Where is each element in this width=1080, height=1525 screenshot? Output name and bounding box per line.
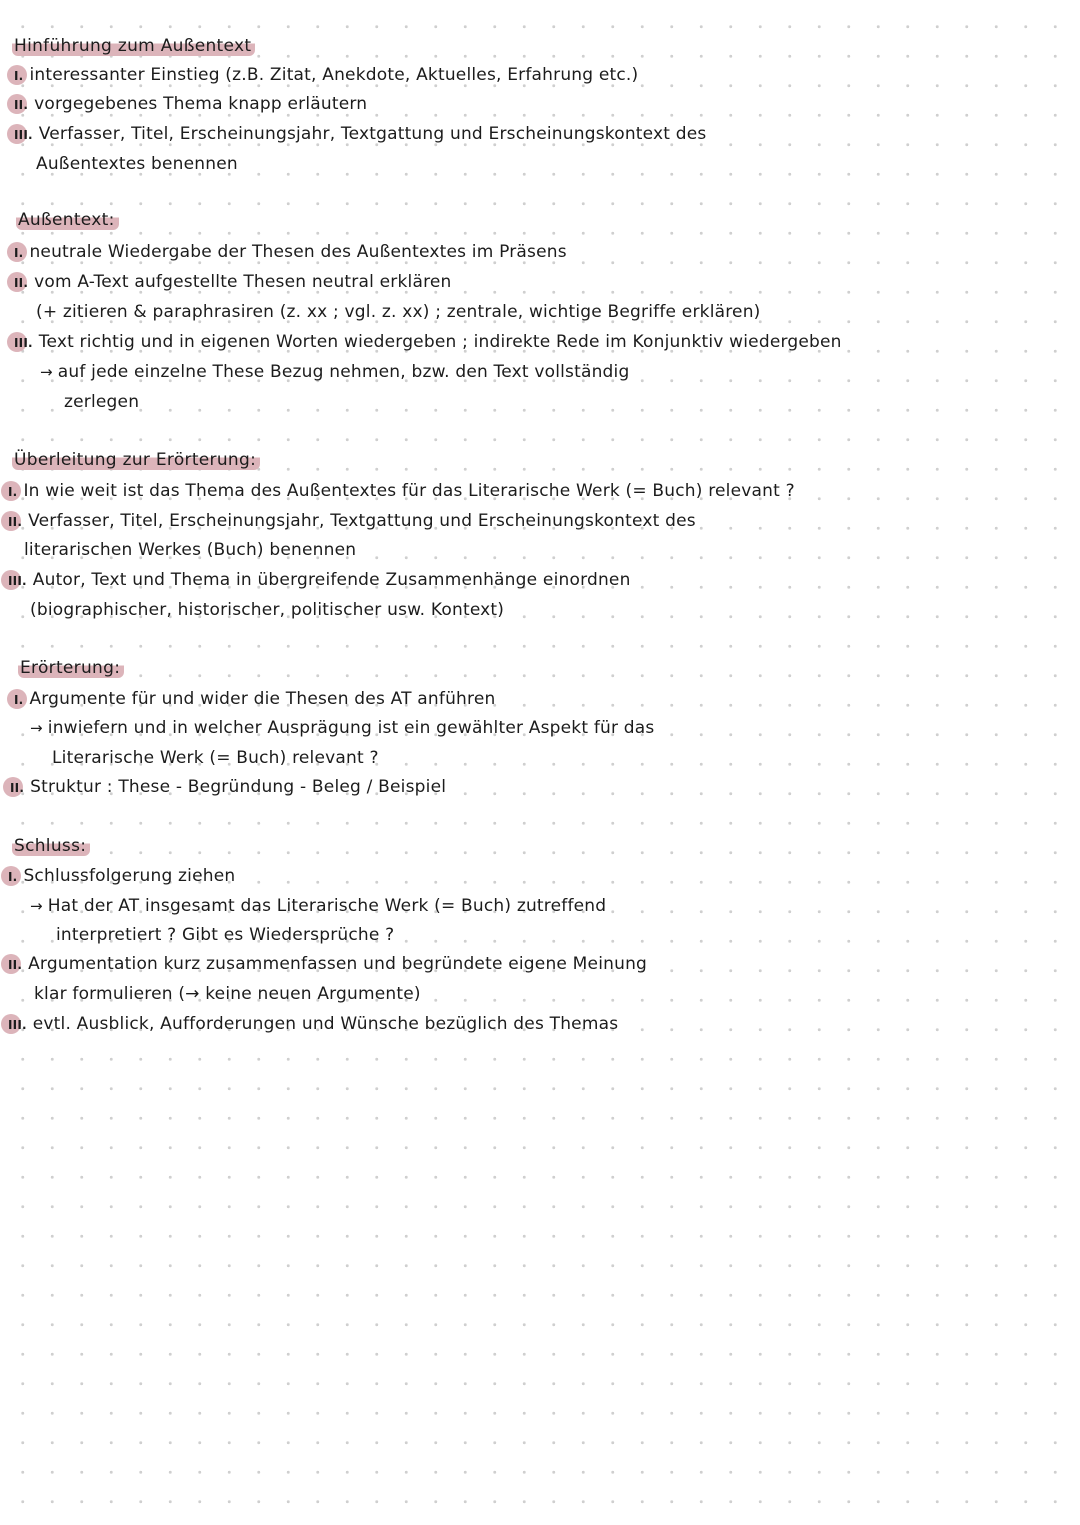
list-item (6, 1012, 618, 1037)
section-heading: Überleitung zur Erörterung: (12, 450, 260, 470)
item-text: Hat der AT insgesamt das Literarische Werk (= Buch) zutreffend (47, 896, 607, 916)
numeral-badge: III. (12, 331, 35, 355)
list-item-continuation (30, 598, 504, 622)
numeral-badge: II. (6, 510, 24, 534)
arrow-item (30, 894, 606, 918)
section-heading: Erörterung: (18, 658, 124, 678)
numeral-badge: II. (8, 776, 26, 800)
arrow-right-icon: → (30, 719, 43, 737)
list-item (12, 687, 495, 712)
item-text: Literarische Werk (= Buch) relevant ? (52, 748, 379, 768)
arrow-item (30, 716, 654, 740)
list-item (6, 479, 795, 504)
item-text: Schlussfolgerung ziehen (23, 866, 236, 886)
item-text: interpretiert ? Gibt es Wiedersprüche ? (56, 925, 395, 945)
item-text: Text richtig und in eigenen Worten wiedergeben ; indirekte Rede im Konjunktiv wiedergeben (38, 332, 842, 352)
numeral-badge: II. (6, 953, 24, 977)
item-text: vorgegebenes Thema knapp erläutern (34, 94, 368, 114)
list-item-continuation (52, 746, 379, 770)
arrow-item (40, 360, 629, 384)
item-text: inwiefern und in welcher Ausprägung ist ein gewählter Aspekt für das (47, 718, 655, 738)
list-item-continuation (36, 152, 238, 176)
numeral-badge: III. (6, 569, 29, 593)
list-item-continuation (24, 538, 356, 562)
list-item-continuation (34, 982, 421, 1006)
numeral-badge: II. (12, 271, 30, 295)
item-text: vom A-Text aufgestellte Thesen neutral erklären (34, 272, 452, 292)
item-text: klar formulieren (→ keine neuen Argumente) (34, 984, 421, 1004)
list-item (6, 864, 235, 889)
list-item (12, 122, 706, 147)
item-text: interessanter Einstieg (z.B. Zitat, Anekdote, Aktuelles, Erfahrung etc.) (29, 65, 639, 85)
arrow-right-icon: → (30, 897, 43, 915)
list-item-continuation (56, 923, 394, 947)
numeral-badge: I. (6, 480, 19, 504)
item-text: Struktur : These - Begründung - Beleg / Beispiel (30, 777, 447, 797)
section-heading: Hinführung zum Außentext (12, 36, 255, 56)
item-text: (biographischer, historischer, politischer usw. Kontext) (30, 600, 505, 620)
item-text: literarischen Werkes (Buch) benennen (24, 540, 357, 560)
item-text: Argumente für und wider die Thesen des AT anführen (29, 689, 496, 709)
list-item (6, 952, 647, 977)
numeral-badge: I. (6, 865, 19, 889)
item-text: Verfasser, Titel, Erscheinungsjahr, Textgattung und Erscheinungskontext des (38, 124, 707, 144)
list-item-continuation (64, 390, 139, 414)
item-text: auf jede einzelne These Bezug nehmen, bzw. den Text vollständig (57, 362, 630, 382)
list-item (8, 775, 446, 800)
numeral-badge: II. (12, 93, 30, 117)
item-text: Autor, Text und Thema in übergreifende Zusammenhänge einordnen (32, 570, 631, 590)
item-text: (+ zitieren & paraphrasiren (z. xx ; vgl. z. xx) ; zentrale, wichtige Begriffe erklären) (36, 302, 761, 322)
section-heading: Schluss: (12, 836, 90, 856)
list-item (12, 270, 452, 295)
list-item-continuation (36, 300, 761, 324)
numeral-badge: I. (12, 688, 25, 712)
numeral-badge: III. (6, 1013, 29, 1037)
list-item (12, 92, 367, 117)
item-text: In wie weit ist das Thema des Außentextes für das Literarische Werk (= Buch) relevant ? (23, 481, 795, 501)
item-text: neutrale Wiedergabe der Thesen des Außentextes im Präsens (29, 242, 567, 262)
numeral-badge: I. (12, 64, 25, 88)
item-text: Verfasser, Titel, Erscheinungsjahr, Textgattung und Erscheinungskontext des (28, 511, 696, 531)
numeral-badge: III. (12, 123, 35, 147)
section-heading: Außentext: (16, 210, 119, 230)
item-text: evtl. Ausblick, Aufforderungen und Wünsche bezüglich des Themas (32, 1014, 619, 1034)
item-text: Argumentation kurz zusammenfassen und begründete eigene Meinung (28, 954, 648, 974)
numeral-badge: I. (12, 241, 25, 265)
list-item (6, 509, 696, 534)
list-item (12, 240, 567, 265)
list-item (12, 63, 638, 88)
item-text: Außentextes benennen (36, 154, 238, 174)
list-item (12, 330, 842, 355)
arrow-right-icon: → (40, 363, 53, 381)
list-item (6, 568, 631, 593)
item-text: zerlegen (64, 392, 140, 412)
